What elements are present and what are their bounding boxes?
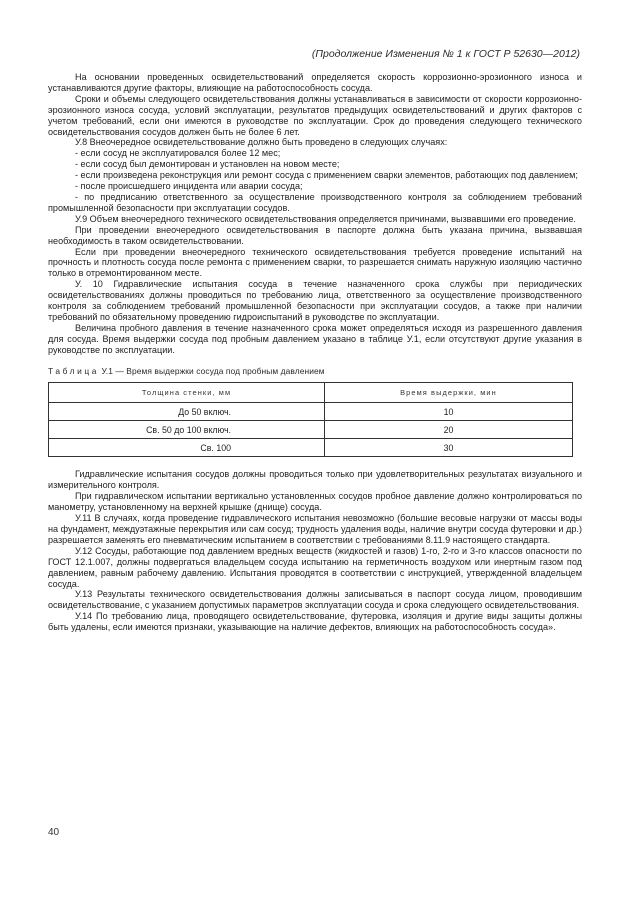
table-row <box>49 439 573 457</box>
page-number: 40 <box>48 827 60 838</box>
column-header-wall-thickness: Толщина стенки, мм <box>49 383 325 403</box>
column-header-hold-time: Время выдержки, мин <box>325 383 573 403</box>
table-caption-text: У.1 — Время выдержки сосуда под пробным давлением <box>101 365 325 376</box>
list-item: - если сосуд не эксплуатировался более 12 мес; <box>75 148 281 159</box>
body-text <box>48 72 582 633</box>
running-header: (Продолжение Изменения № 1 к ГОСТ Р 52630—2012) <box>311 48 580 60</box>
hold-time-table <box>48 382 573 457</box>
clause-u13: У.13 Результаты технического освидетельствования должны записываться в паспорт сосуда лицом, проводившим освидетельствование, с указанием допустимых параметров эксплуатации сосуда и срока следующего освидетельствования. <box>48 589 582 611</box>
table-cell: 30 <box>325 439 573 457</box>
table-cell: 20 <box>325 421 573 439</box>
paragraph: На основании проведенных освидетельствований определяется скорость коррозионно-эрозионного износа и устанавливаются другие факторы, влияющие на работоспособность сосуда. <box>48 72 582 93</box>
table-caption-prefix: Таблица <box>48 365 100 376</box>
list-item: - если произведена реконструкция или ремонт сосуда с применением сварки элементов, работающих под давлением; <box>75 170 578 181</box>
paragraph: При проведении внеочередного освидетельствования в паспорте должна быть указана причина, вызвавшая необходимость в таком освидетельствовании. <box>48 224 582 246</box>
table-cell: До 50 включ. <box>49 403 325 421</box>
list-item: - по предписанию ответственного за осуществление производственного контроля за соблюдением требований промышленной безопасности при эксплуатации сосудов. <box>48 191 582 213</box>
paragraph: Гидравлические испытания сосудов должны проводиться только при удовлетворительных результатах визуального и измерительного контроля. <box>48 469 582 491</box>
table-cell: Св. 100 <box>49 439 325 457</box>
table-header-row <box>49 383 573 403</box>
clause-u14: У.14 По требованию лица, проводящего освидетельствование, футеровка, изоляция и другие виды защиты должны быть удалены, если имеются признаки, указывающие на наличие дефектов, влияющих на работоспособность сосуда». <box>48 611 582 633</box>
clause-u8: У.8 Внеочередное освидетельствование должно быть проведено в следующих случаях: <box>75 137 448 148</box>
paragraph: Сроки и объемы следующего освидетельствования должны устанавливаться в зависимости от скорости коррозионно-эрозионного износа сосуда, условий эксплуатации, результатов предыдущих освидетельствований и других факторов с учетом требований, если они имеются в руководстве по эксплуатации. Срок до проведения следующего технического освидетельствования сосудов должен быть не более 6 лет. <box>48 93 582 137</box>
clause-u12: У.12 Сосуды, работающие под давлением вредных веществ (жидкостей и газов) 1-го, 2-го и 3-го классов опасности по ГОСТ 12.1.007, должны подвергаться владельцем сосуда испытанию на герметичность воздухом или инертным газом под давлением, равным рабочему давлению. Испытания проводятся в соответствии с инструкцией, утвержденной владельцем сосуда. <box>48 545 582 589</box>
clause-u10: У. 10 Гидравлические испытания сосуда в течение назначенного срока службы при периодических освидетельствованиях должны проводиться по требованию лица, ответственного за осуществление производственного контроля за соблюдением требований промышленной безопасности при эксплуатации сосудов, а также при наличии требований по обязательному проведению гидроиспытаний в руководстве по эксплуатации. <box>48 279 582 322</box>
table-cell: Св. 50 до 100 включ. <box>49 421 325 439</box>
paragraph: Если при проведении внеочередного технического освидетельствования требуется проведение испытаний на прочность и плотность сосуда после ремонта с применением сварки, то разрешается снимать наружную изоляцию частично только в отремонтированном месте. <box>48 246 582 279</box>
list-item: - если сосуд был демонтирован и установлен на новом месте; <box>75 159 340 170</box>
paragraph: При гидравлическом испытании вертикально установленных сосудов пробное давление должно контролироваться по манометру, установленному на верхней крышке (днище) сосуда. <box>48 491 582 513</box>
table-caption <box>48 366 582 377</box>
paragraph: Величина пробного давления в течение назначенного срока может определяться исходя из разрешенного давления для сосуда. Время выдержки сосуда под пробным давлением указано в таблице У.1, если отсутствуют другие указания в руководстве по эксплуатации. <box>48 322 582 355</box>
clause-u9: У.9 Объем внеочередного технического освидетельствования определяется причинами, вызвавшими его проведение. <box>75 213 576 224</box>
clause-u11: У.11 В случаях, когда проведение гидравлического испытания невозможно (большие весовые нагрузки от массы воды на фундамент, междуэтажные перекрытия или сам сосуд; трудность удаления воды, наличие внутри сосуда футеровки и др.) разрешается заменять его пневматическим испытанием в соответствии с требованиями 8.11.9 настоящего стандарта. <box>48 513 582 545</box>
table-cell: 10 <box>325 403 573 421</box>
table-row <box>49 421 573 439</box>
table-row <box>49 403 573 421</box>
list-item: - после происшедшего инцидента или аварии сосуда; <box>75 181 303 192</box>
